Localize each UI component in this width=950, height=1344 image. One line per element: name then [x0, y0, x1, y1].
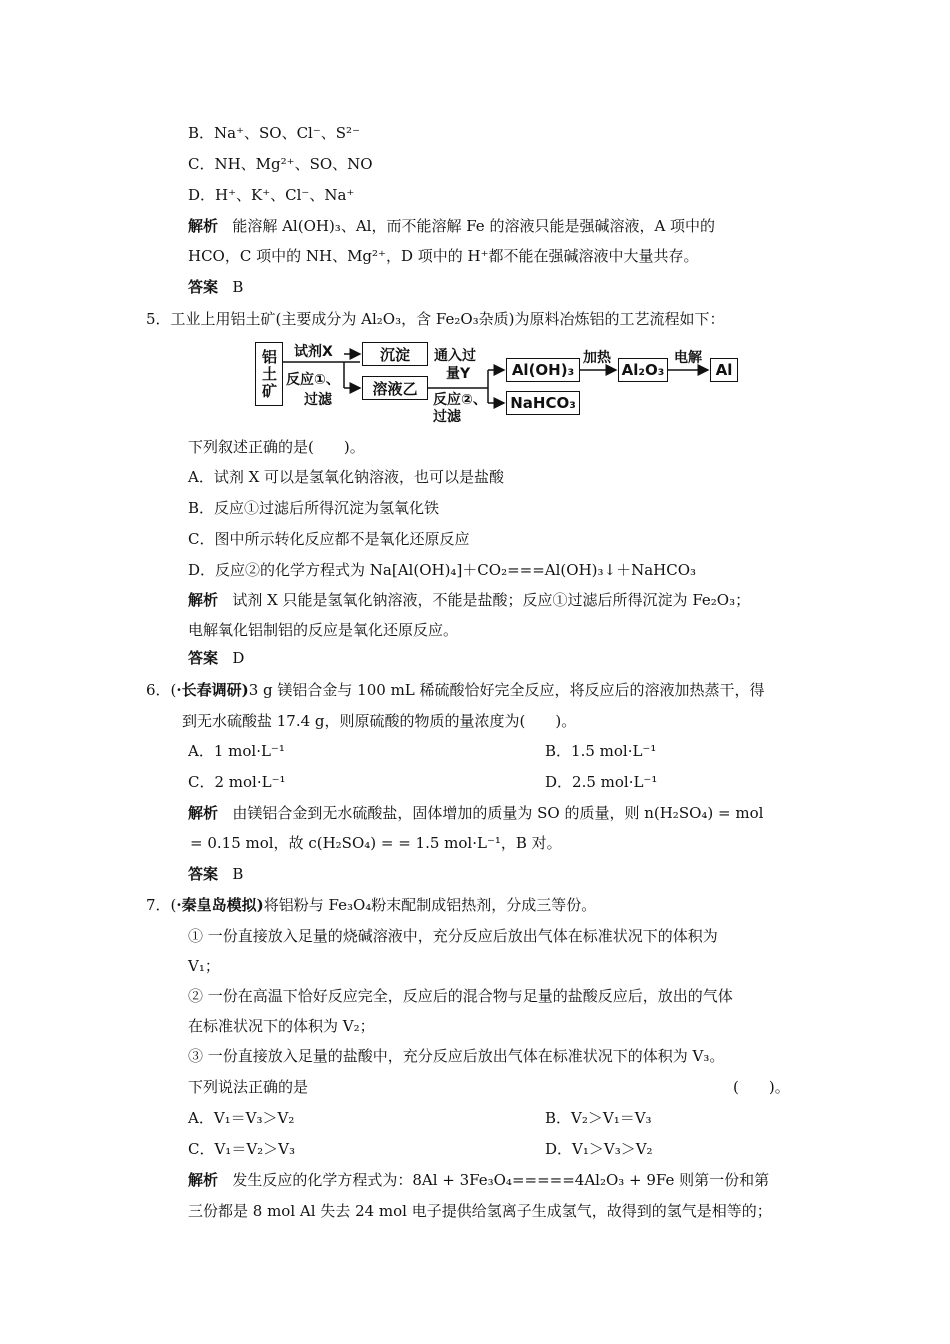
q6-analysis-line-2: = 0.15 mol，故 c(H₂SO₄) = = 1.5 mol·L⁻¹，B 对。 [190, 834, 562, 852]
q7-stem: 将铝粉与 Fe₃O₄粉末配制成铝热剂，分成三等份。 [263, 896, 597, 914]
flow-node-ore [255, 342, 283, 406]
flow-label-pass-b: 量Y [446, 366, 471, 382]
flow-node-aloh3: Al(OH)₃ [506, 358, 580, 382]
q5-option-d: D．反应②的化学方程式为 Na[Al(OH)₄]＋CO₂===Al(OH)₃↓＋NaHCO₃ [188, 561, 697, 579]
q7-answer-paren: ( )。 [733, 1078, 790, 1096]
q7-analysis-label: 解析 [188, 1171, 219, 1189]
q5-answer: D [232, 649, 245, 667]
q4-answer-line [188, 277, 243, 297]
flow-label-reaction2-b: 过滤 [433, 409, 461, 425]
flow-label-reaction1-b: 过滤 [304, 392, 332, 408]
q7-option-b: B．V₂＞V₁＝V₃ [545, 1109, 652, 1127]
flow-label-pass-a: 通入过 [434, 348, 476, 364]
q7-item-2-line-1: ② 一份在高温下恰好反应完全，反应后的混合物与足量的盐酸反应后，放出的气体 [188, 987, 733, 1005]
q6-option-b: B．1.5 mol·L⁻¹ [545, 742, 657, 760]
flow-label-reaction2-a: 反应②、 [433, 392, 487, 408]
q6-stem-line-1 [146, 680, 765, 700]
q6-source: ·长春调研) [176, 681, 249, 699]
q6-stem-line-2: 到无水硫酸盐 17.4 g，则原硫酸的物质的量浓度为( )。 [182, 712, 577, 730]
q6-option-a: A．1 mol·L⁻¹ [188, 742, 285, 760]
q5-analysis-text-1: 试剂 X 只能是氢氧化钠溶液，不能是盐酸；反应①过滤后所得沉淀为 Fe₂O₃； [232, 591, 751, 609]
flow-node-ore-label: 铝土矿 [260, 348, 278, 400]
flow-label-reagent-x: 试剂X [294, 344, 333, 360]
q7-number: 7．( [146, 896, 177, 914]
q7-stem-line [146, 895, 596, 915]
q7-item-3: ③ 一份直接放入足量的盐酸中，充分反应后放出气体在标准状况下的体积为 V₃。 [188, 1047, 725, 1065]
q7-analysis-line-2: 三份都是 8 mol Al 失去 24 mol 电子提供给氢离子生成氢气，故得到的氢气是相等的； [188, 1202, 772, 1220]
q4-analysis-line-1 [188, 216, 715, 236]
q6-option-c: C．2 mol·L⁻¹ [188, 773, 286, 791]
q4-analysis-label: 解析 [188, 217, 219, 235]
flow-label-electrolysis: 电解 [674, 350, 702, 366]
q5-analysis-label: 解析 [188, 591, 219, 609]
q5-option-c: C．图中所示转化反应都不是氧化还原反应 [188, 530, 470, 548]
q7-item-2-line-2: 在标准状况下的体积为 V₂； [188, 1017, 375, 1035]
flow-node-solution: 溶液乙 [362, 376, 428, 400]
q5-answer-line [188, 648, 244, 668]
q7-item-1-line-2: V₁； [188, 957, 220, 975]
q7-option-a: A．V₁＝V₃＞V₂ [188, 1109, 295, 1127]
q7-source: ·秦皇岛模拟) [176, 896, 264, 914]
q6-option-d: D．2.5 mol·L⁻¹ [545, 773, 658, 791]
q6-analysis-text-1: 由镁铝合金到无水硫酸盐，固体增加的质量为 SO 的质量，则 n(H₂SO₄) = mol [232, 804, 764, 822]
flow-node-nahco3: NaHCO₃ [506, 391, 580, 415]
q4-option-b: B．Na⁺、SO、Cl⁻、S²⁻ [188, 124, 360, 142]
q4-analysis-line-2: HCO，C 项中的 NH、Mg²⁺，D 项中的 H⁺都不能在强碱溶液中大量共存。 [188, 247, 699, 265]
q6-analysis-line-1 [188, 803, 763, 823]
q7-option-d: D．V₁＞V₃＞V₂ [545, 1140, 653, 1158]
q4-option-c: C．NH、Mg²⁺、SO、NO [188, 155, 373, 173]
q5-question: 下列叙述正确的是( )。 [188, 438, 365, 456]
flow-node-precipitate: 沉淀 [362, 342, 428, 366]
q5-analysis-line-1 [188, 590, 750, 610]
q6-stem-1: 3 g 镁铝合金与 100 mL 稀硫酸恰好完全反应，将反应后的溶液加热蒸干，得 [248, 681, 765, 699]
q7-option-c: C．V₁＝V₂＞V₃ [188, 1140, 296, 1158]
q5-stem: 5．工业上用铝土矿(主要成分为 Al₂O₃，含 Fe₂O₃杂质)为原料冶炼铝的工艺流程如下： [146, 310, 725, 328]
q7-analysis-line-1 [188, 1170, 769, 1190]
q5-analysis-line-2: 电解氧化铝制铝的反应是氧化还原反应。 [188, 621, 459, 639]
q4-analysis-text-1: 能溶解 Al(OH)₃、Al，而不能溶解 Fe 的溶液只能是强碱溶液，A 项中的 [232, 217, 716, 235]
q5-flow-diagram [250, 338, 750, 428]
q5-answer-label: 答案 [188, 649, 219, 667]
q6-analysis-label: 解析 [188, 804, 219, 822]
q4-answer: B [232, 278, 244, 296]
q5-option-b: B．反应①过滤后所得沉淀为氢氧化铁 [188, 499, 440, 517]
q7-item-1-line-1: ① 一份直接放入足量的烧碱溶液中，充分反应后放出气体在标准状况下的体积为 [188, 927, 718, 945]
q5-option-a: A．试剂 X 可以是氢氧化钠溶液，也可以是盐酸 [188, 468, 505, 486]
q7-question: 下列说法正确的是 [188, 1078, 309, 1096]
q4-option-d: D．H⁺、K⁺、Cl⁻、Na⁺ [188, 186, 355, 204]
flow-node-al: Al [710, 358, 738, 382]
flow-label-reaction1-a: 反应①、 [286, 372, 340, 388]
q6-number: 6．( [146, 681, 177, 699]
q6-answer-line [188, 864, 243, 884]
q7-analysis-text-1: 发生反应的化学方程式为：8Al + 3Fe₃O₄=====4Al₂O₃ + 9Fe 则第一份和第 [232, 1171, 770, 1189]
q6-answer: B [232, 865, 244, 883]
flow-node-al2o3: Al₂O₃ [618, 358, 668, 382]
q6-answer-label: 答案 [188, 865, 219, 883]
q4-answer-label: 答案 [188, 278, 219, 296]
flow-label-heat: 加热 [583, 350, 611, 366]
